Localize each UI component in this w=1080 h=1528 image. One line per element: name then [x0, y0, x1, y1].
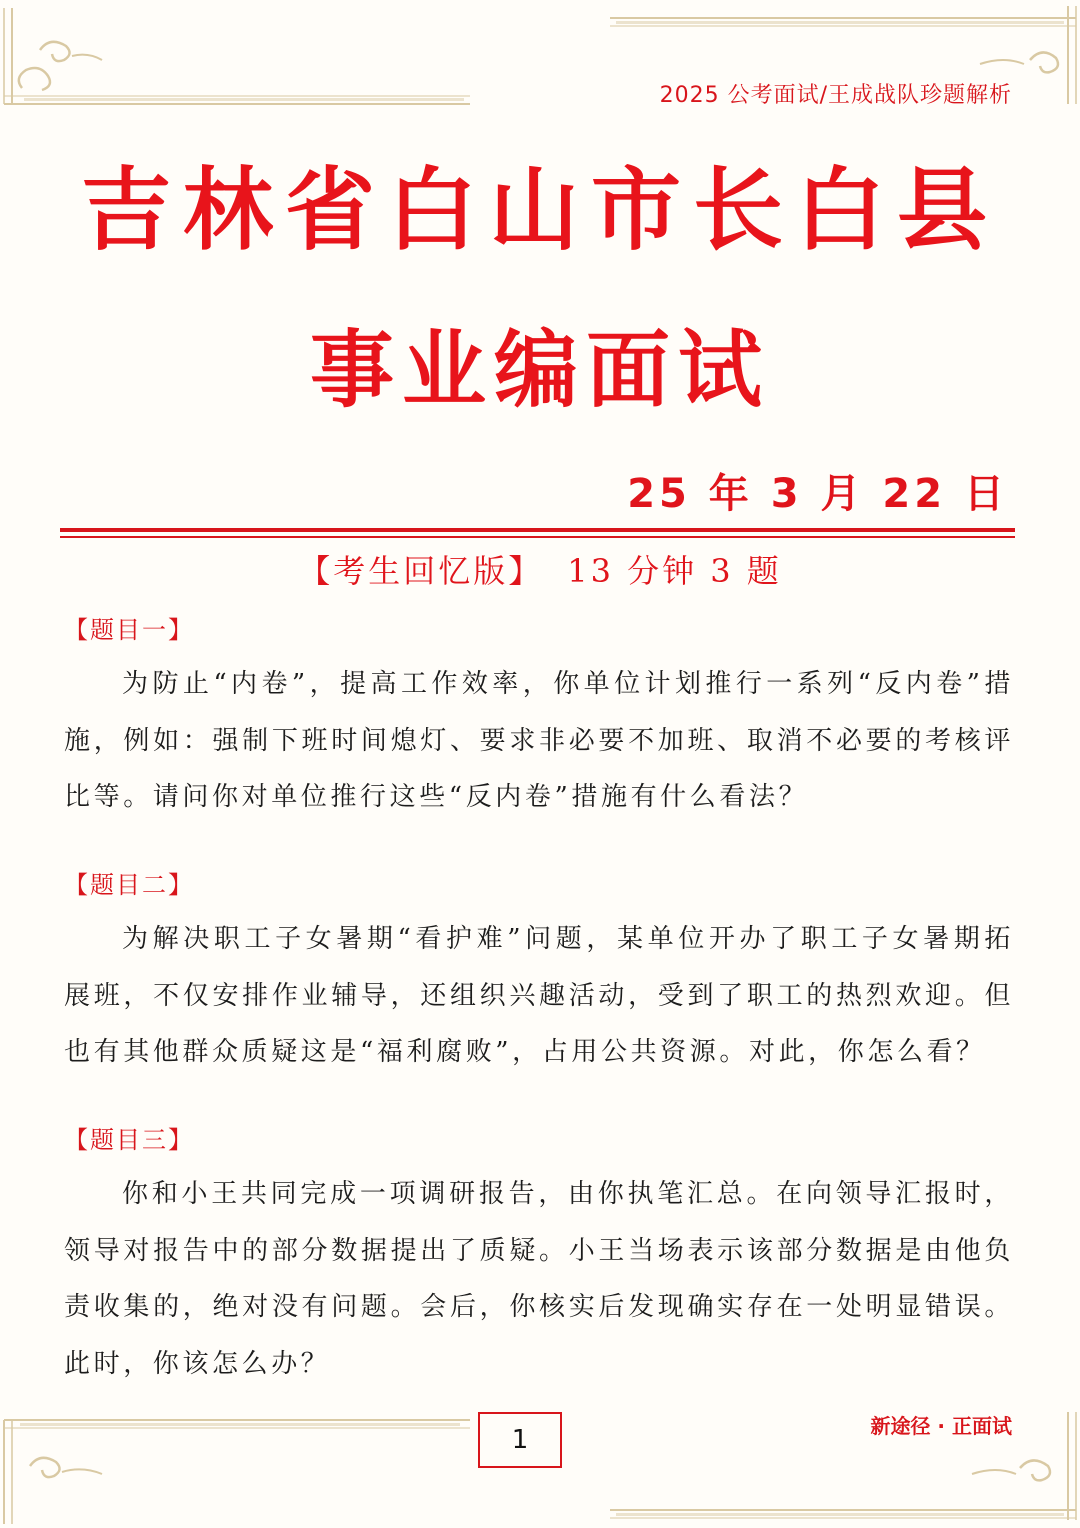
page-title: 吉林省白山市长白县 [81, 157, 999, 263]
question-3-text: 你和小王共同完成一项调研报告，由你执笔汇总。在向领导汇报时，领导对报告中的部分数据提出了质疑。小王当场表示该部分数据是由他负责收集的，绝对没有问题。会后，你核实后发现确实存在一处明显错误。此时，你该怎么办？ [64, 1179, 1014, 1379]
cloud-scroll-ornament-icon [0, 0, 480, 110]
section-subheading [0, 548, 1080, 594]
version-label: 【考生回忆版】 [298, 552, 544, 590]
corner-ornament-top-left [0, 0, 480, 110]
question-2-label: 【题目二】 [64, 871, 194, 899]
page-subtitle: 事业编面试 [309, 320, 770, 419]
footer-brand: 新途径 · 正面试 [870, 1414, 1012, 1438]
question-1-label: 【题目一】 [64, 616, 194, 644]
divider-thick [60, 528, 1015, 532]
cloud-scroll-ornament-icon [0, 1408, 480, 1528]
question-3-label: 【题目三】 [64, 1126, 194, 1154]
exam-summary: 13 分钟 3 题 [567, 552, 782, 590]
page-number: 1 [478, 1412, 562, 1468]
header-tag: 2025 公考面试/王成战队珍题解析 [659, 83, 1012, 108]
question-2-text: 为解决职工子女暑期“看护难”问题，某单位开办了职工子女暑期拓展班，不仅安排作业辅导，还组织兴趣活动，受到了职工的热烈欢迎。但也有其他群众质疑这是“福利腐败”，占用公共资源。对此，你怎么看？ [64, 924, 1014, 1067]
exam-date: 25 年 3 月 22 日 [627, 471, 1008, 517]
divider-thin [60, 536, 1015, 538]
question-1-text: 为防止“内卷”，提高工作效率，你单位计划推行一系列“反内卷”措施，例如：强制下班时间熄灯、要求非必要不加班、取消不必要的考核评比等。请问你对单位推行这些“反内卷”措施有什么看法？ [64, 669, 1014, 812]
corner-ornament-bottom-left [0, 1408, 480, 1528]
